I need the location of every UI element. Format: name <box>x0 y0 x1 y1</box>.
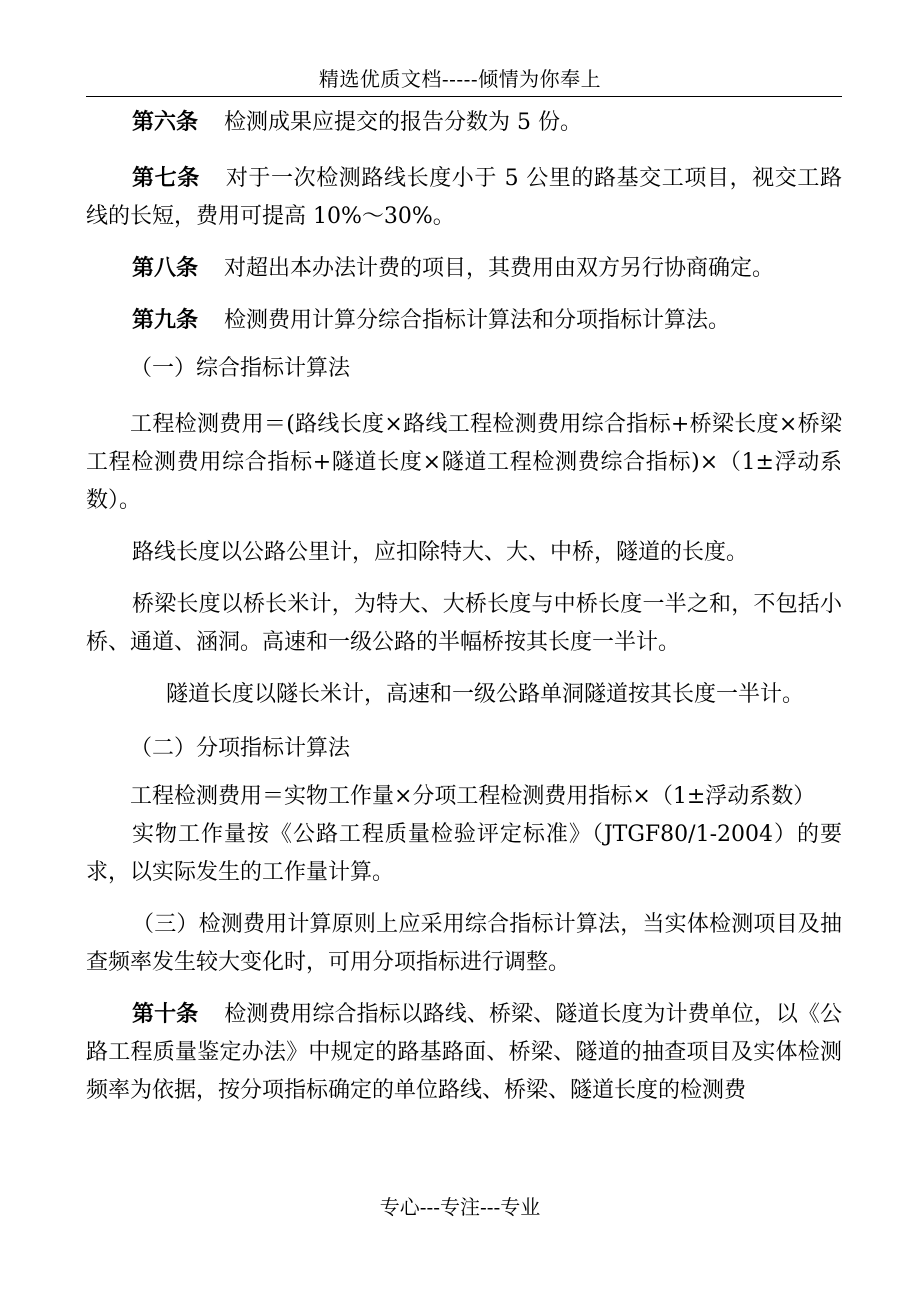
article-7 <box>86 160 842 236</box>
article-10 <box>86 996 842 1110</box>
method-2-heading: （二）分项指标计算法 <box>130 736 351 761</box>
article-9-label: 第九条 <box>132 308 199 333</box>
workload-rule: 实物工作量按《公路工程质量检验评定标准》（JTGF80/1-2004）的要求，以实际发生的工作量计算。 <box>86 822 842 885</box>
method-3: （三）检测费用计算原则上应采用综合指标计算法，当实体检测项目及抽查频率发生较大变化时，可用分项指标进行调整。 <box>86 912 842 975</box>
header-divider <box>86 96 842 97</box>
bridge-length-rule: 桥梁长度以桥长米计，为特大、大桥长度与中桥长度一半之和，不包括小桥、通道、涵洞。高速和一级公路的半幅桥按其长度一半计。 <box>86 592 842 655</box>
page-footer: 专心---专注---专业 <box>379 1195 541 1219</box>
method-1-heading: （一）综合指标计算法 <box>130 356 351 381</box>
article-8-text: 对超出本办法计费的项目，其费用由双方另行协商确定。 <box>224 256 775 281</box>
article-9-text: 检测费用计算分综合指标计算法和分项指标计算法。 <box>224 308 731 333</box>
article-10-text: 检测费用综合指标以路线、桥梁、隧道长度为计费单位，以《公路工程质量鉴定办法》中规定的路基路面、桥梁、隧道的抽查项目及实体检测频率为依据，按分项指标确定的单位路线、桥梁、隧道长度的检测费 <box>86 1002 842 1103</box>
article-8 <box>86 250 842 288</box>
method-1-formula: 工程检测费用＝(路线长度×路线工程检测费用综合指标+桥梁长度×桥梁工程检测费用综合指标+隧道长度×隧道工程检测费综合指标)×（1±浮动系数）。 <box>86 412 842 513</box>
tunnel-length-rule: 隧道长度以隧长米计，高速和一级公路单洞隧道按其长度一半计。 <box>166 682 805 707</box>
article-7-text: 对于一次检测路线长度小于 5 公里的路基交工项目，视交工路线的长短，费用可提高 10%～30%。 <box>86 166 842 229</box>
article-8-label: 第八条 <box>132 256 199 281</box>
document-body <box>86 104 842 1110</box>
article-6-label: 第六条 <box>132 110 199 135</box>
route-length-rule: 路线长度以公路公里计，应扣除特大、大、中桥，隧道的长度。 <box>132 540 749 565</box>
method-2-formula: 工程检测费用＝实物工作量×分项工程检测费用指标×（1±浮动系数） <box>130 784 816 809</box>
page-header: 精选优质文档-----倾情为你奉上 <box>318 67 602 91</box>
article-9 <box>86 302 842 340</box>
article-6-text: 检测成果应提交的报告分数为 5 份。 <box>224 110 583 135</box>
article-6 <box>86 104 842 142</box>
article-7-label: 第七条 <box>132 166 200 191</box>
article-10-label: 第十条 <box>132 1002 199 1027</box>
